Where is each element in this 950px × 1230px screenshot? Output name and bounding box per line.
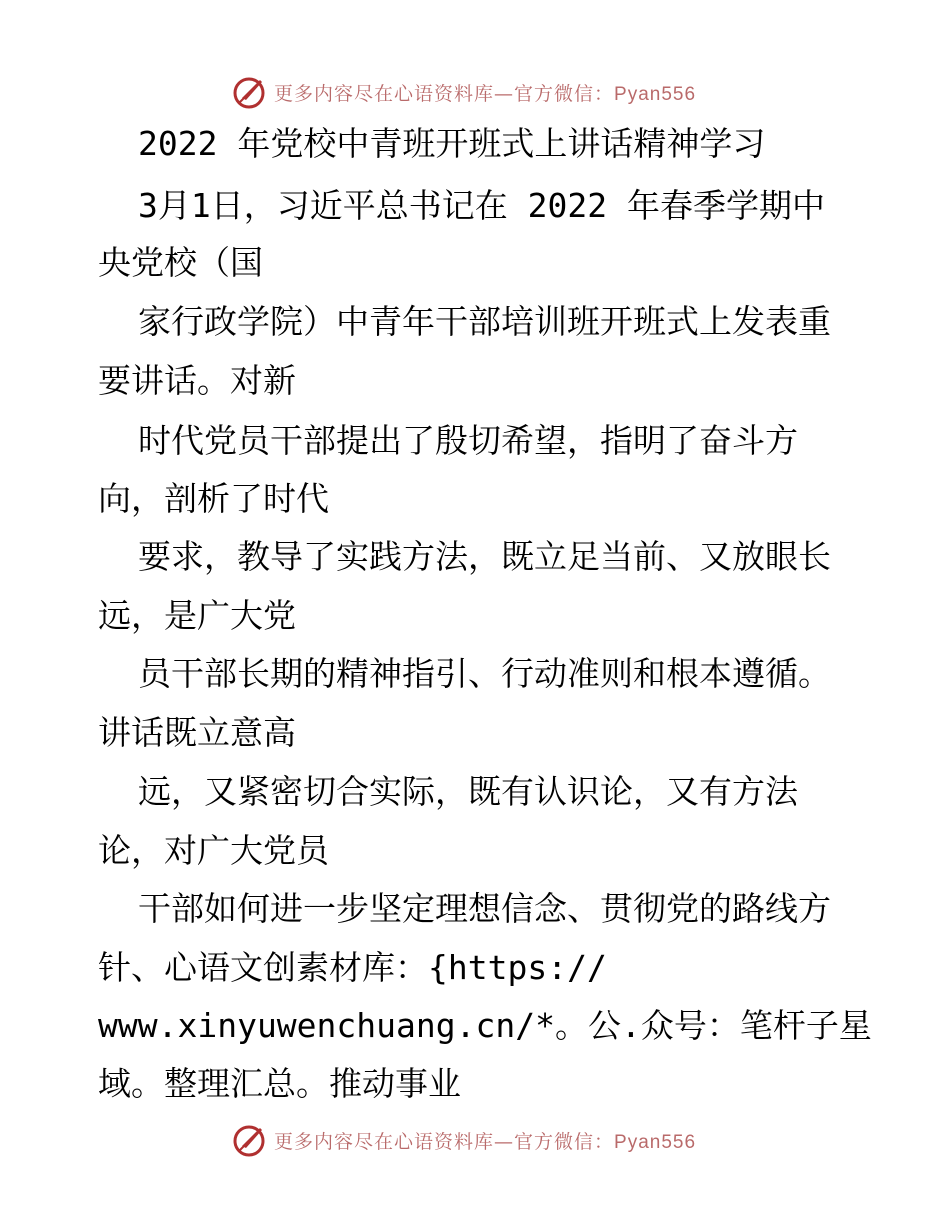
paragraph-line: 干部如何进一步坚定理想信念、贯彻党的路线方 bbox=[138, 889, 831, 928]
quill-logo-icon bbox=[232, 1122, 268, 1158]
header-watermark bbox=[232, 72, 732, 112]
paragraph-line: 论，对广大党员 bbox=[98, 831, 329, 870]
quill-logo-icon bbox=[232, 74, 268, 110]
paragraph-line: 远，是广大党 bbox=[98, 596, 296, 635]
paragraph-line: 要求，教导了实践方法，既立足当前、又放眼长 bbox=[138, 537, 831, 576]
paragraph-line: 向，剖析了时代 bbox=[98, 479, 329, 518]
paragraph-line: 时代党员干部提出了殷切希望，指明了奋斗方 bbox=[138, 421, 798, 460]
document-title: 2022 年党校中青班开班式上讲话精神学习 bbox=[138, 124, 766, 163]
paragraph-line: 家行政学院）中青年干部培训班开班式上发表重 bbox=[138, 302, 831, 341]
paragraph-line: 3月1日，习近平总书记在 2022 年春季学期中 bbox=[138, 186, 825, 225]
watermark-text: 更多内容尽在心语资料库—官方微信：Pyan556 bbox=[274, 1130, 697, 1153]
paragraph-line: www.xinyuwenchuang.cn/*。公.众号：笔杆子星 bbox=[98, 1006, 872, 1045]
paragraph-line: 针、心语文创素材库：{https:// bbox=[98, 948, 607, 987]
paragraph-line: 员干部长期的精神指引、行动准则和根本遵循。 bbox=[138, 654, 831, 693]
paragraph-line: 要讲话。对新 bbox=[98, 361, 296, 400]
paragraph-line: 讲话既立意高 bbox=[98, 713, 296, 752]
footer-watermark bbox=[232, 1120, 732, 1160]
paragraph-line: 远，又紧密切合实际，既有认识论，又有方法 bbox=[138, 772, 798, 811]
paragraph-line: 域。整理汇总。推动事业 bbox=[98, 1064, 461, 1103]
paragraph-line: 央党校（国 bbox=[98, 243, 263, 282]
watermark-text: 更多内容尽在心语资料库—官方微信：Pyan556 bbox=[274, 82, 697, 105]
